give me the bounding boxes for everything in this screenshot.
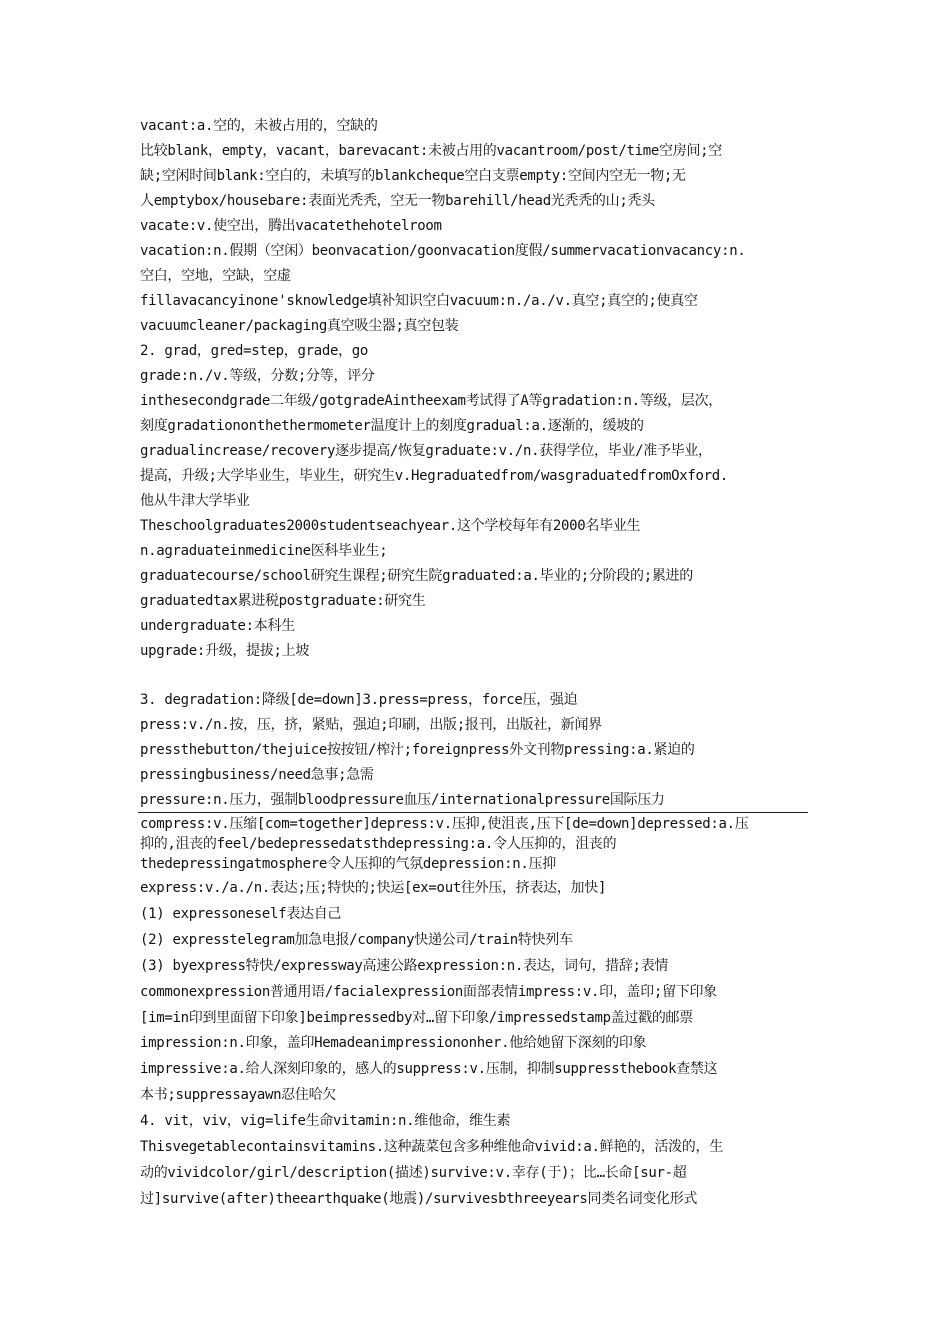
horizontal-rule <box>138 812 808 813</box>
text-line: vacation:n.假期（空闲）beonvacation/goonvacation度假/summervacationvacancy:n. <box>140 243 746 259</box>
text-line: (2) expresstelegram加急电报/company快递公司/train特快列车 <box>140 931 573 948</box>
text-line: fillavacancyinone'sknowledge填补知识空白vacuum:n./a./v.真空;真空的;使真空 <box>140 293 698 309</box>
text-line: vacate:v.使空出，腾出vacatethehotelroom <box>140 218 442 234</box>
text-line: express:v./a./n.表达;压;特快的;快运[ex=out往外压，挤表达，加快] <box>140 880 607 896</box>
text-line: upgrade:升级，提拔;上坡 <box>140 643 310 659</box>
text-line: n.agraduateinmedicine医科毕业生; <box>140 543 388 559</box>
text-line: impression:n.印象，盖印Hemadeanimpressiononher.他给她留下深刻的印象 <box>140 1035 647 1052</box>
text-block-press <box>140 688 812 813</box>
text-line: pressure:n.压力，强制bloodpressure血压/internationalpressure国际压力 <box>140 792 665 808</box>
text-line: 比较blank，empty，vacant，barevacant:未被占用的vacantroom/post/time空房间;空 <box>140 143 722 159</box>
text-line: 4. vit，viv，vig=life生命vitamin:n.维他命，维生素 <box>140 1113 511 1130</box>
text-line: thedepressingatmosphere令人压抑的气氛depression:n.压抑 <box>140 856 556 872</box>
text-line: 刻度gradationonthethermometer温度计上的刻度gradual:a.逐渐的，缓坡的 <box>140 418 644 434</box>
text-line: undergraduate:本科生 <box>140 618 295 634</box>
text-line: 动的vividcolor/girl/description(描述)survive:v.幸存(于)；比…长命[sur-超 <box>140 1164 687 1181</box>
text-line: 空白，空地，空缺，空虚 <box>140 268 291 284</box>
text-line: press:v./n.按，压，挤，紧贴，强迫;印刷，出版;报刊，出版社，新闻界 <box>140 717 602 733</box>
text-line: pressthebutton/thejuice按按钮/榨汁;foreignpress外文刊物pressing:a.紧迫的 <box>140 742 695 758</box>
text-line: 人emptybox/housebare:表面光秃秃，空无一物barehill/head光秃秃的山;秃头 <box>140 193 655 209</box>
text-line: vacuumcleaner/packaging真空吸尘器;真空包装 <box>140 318 459 334</box>
text-line: 过]survive(after)theearthquake(地震)/survivesbthreeyears同类名词变化形式 <box>140 1190 698 1207</box>
text-line: (1) expressoneself表达自己 <box>140 905 342 922</box>
text-line: 本书;suppressayawn忍住哈欠 <box>140 1087 337 1104</box>
text-block-vacant-grad <box>140 114 812 664</box>
text-line: graduatecourse/school研究生课程;研究生院graduated:a.毕业的;分阶段的;累进的 <box>140 568 693 584</box>
text-line: (3) byexpress特快/expressway高速公路expression:n.表达，词句，措辞;表情 <box>140 957 669 974</box>
text-line: Thisvegetablecontainsvitamins.这种蔬菜包含多种维他命vivid:a.鲜艳的，活泼的，生 <box>140 1139 723 1156</box>
text-line: 提高，升级;大学毕业生，毕业生，研究生v.Hegraduatedfrom/wasgraduatedfromOxford. <box>140 468 729 484</box>
text-line: Theschoolgraduates2000studentseachyear.这个学校每年有2000名毕业生 <box>140 518 641 534</box>
text-line: [im=in印到里面留下印象]beimpressedby对…留下印象/impressedstamp盖过戳的邮票 <box>140 1009 693 1026</box>
text-line: 抑的,沮丧的feel/bedepressedatsthdepressing:a.令人压抑的，沮丧的 <box>140 836 617 852</box>
text-line: graduatedtax累进税postgraduate:研究生 <box>140 593 426 609</box>
text-line: grade:n./v.等级，分数;分等，评分 <box>140 368 375 384</box>
text-line: pressingbusiness/need急事;急需 <box>140 767 374 783</box>
text-line: vacant:a.空的，未被占用的，空缺的 <box>140 118 378 134</box>
text-line: 缺;空闲时间blank:空白的，未填写的blankcheque空白支票empty:空间内空无一物;无 <box>140 168 686 184</box>
text-line: gradualincrease/recovery逐步提高/恢复graduate:v./n.获得学位，毕业/准予毕业， <box>140 443 712 459</box>
text-block-express-vit <box>140 876 812 1213</box>
text-line: inthesecondgrade二年级/gotgradeAintheexam考试得了A等gradation:n.等级，层次， <box>140 393 722 409</box>
text-line: commonexpression普通用语/facialexpression面部表情impress:v.印，盖印;留下印象 <box>140 983 717 1000</box>
text-line: impressive:a.给人深刻印象的，感人的suppress:v.压制，抑制suppressthebook查禁这 <box>140 1061 718 1078</box>
text-line: 3. degradation:降级[de=down]3.press=press，force压，强迫 <box>140 692 578 708</box>
text-line: 他从牛津大学毕业 <box>140 493 250 509</box>
text-line: 2. grad，gred=step，grade，go <box>140 343 369 359</box>
text-block-compress <box>140 814 812 874</box>
text-line: compress:v.压缩[com=together]depress:v.压抑,使沮丧,压下[de=down]depressed:a.压 <box>140 816 749 832</box>
